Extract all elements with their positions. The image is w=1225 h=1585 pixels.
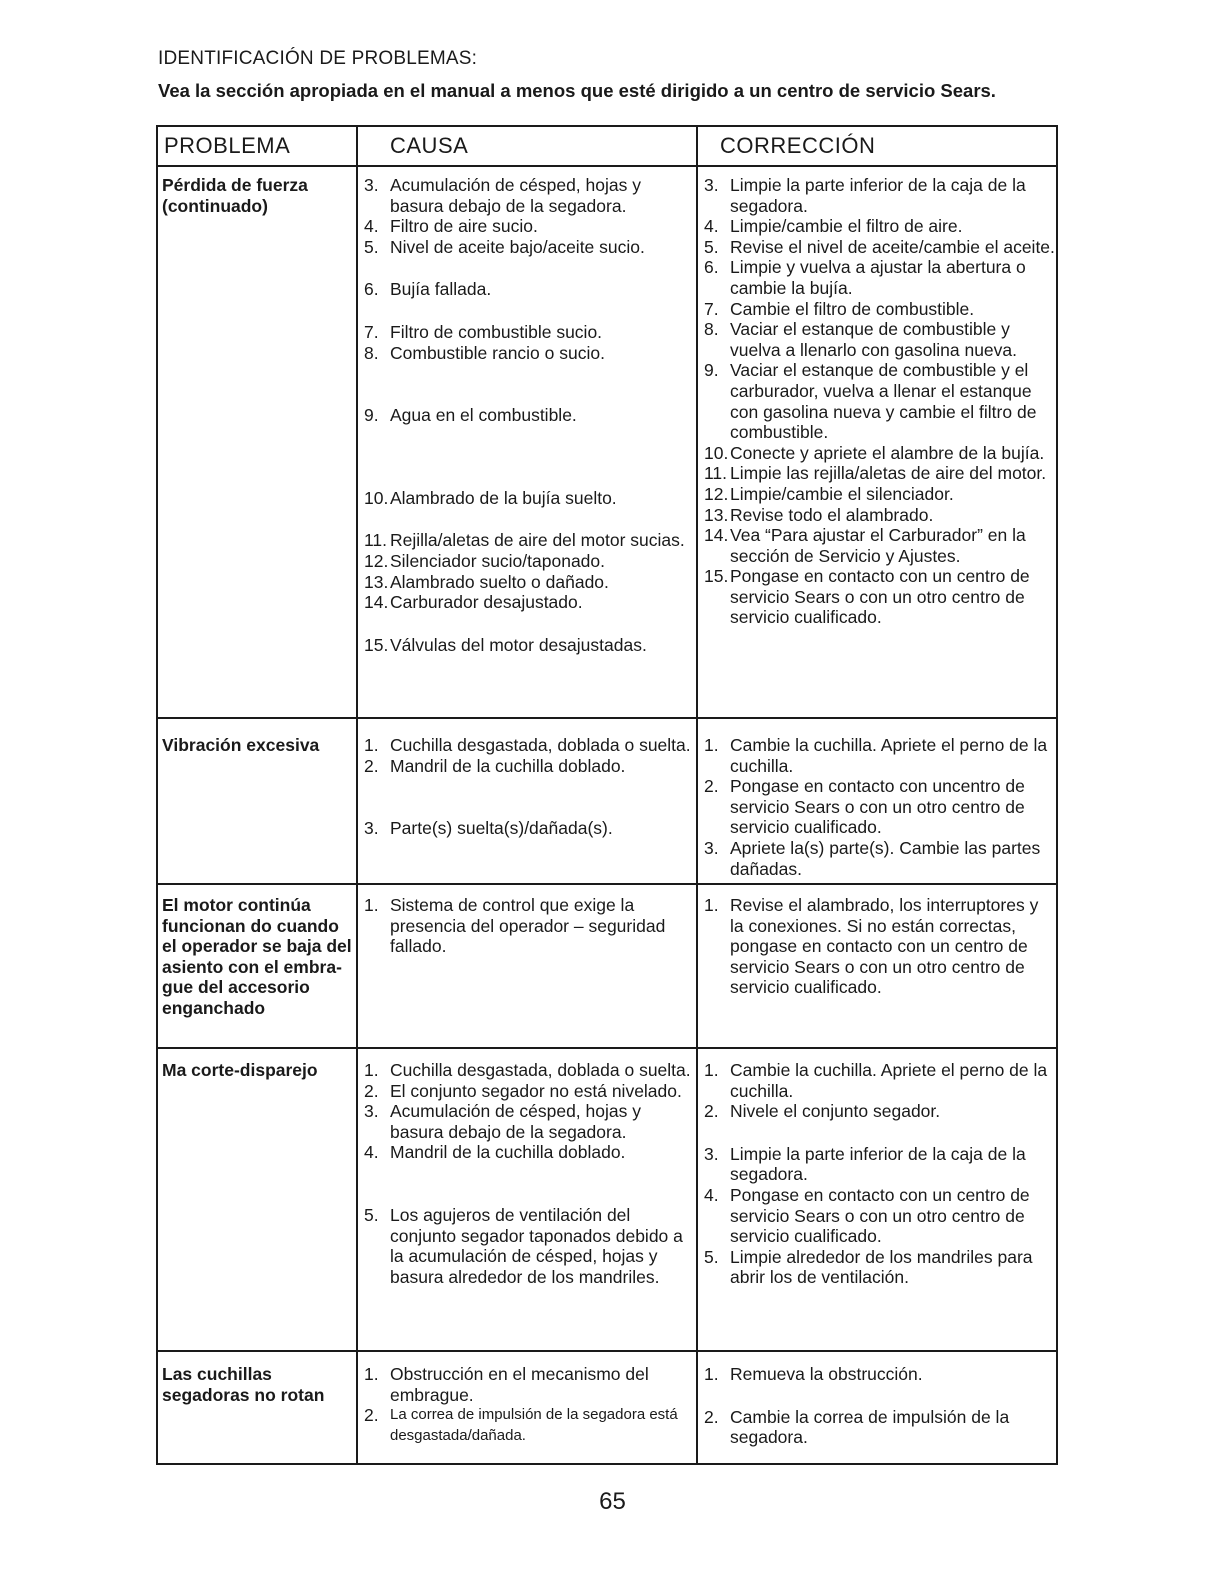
- correction-item: 9. Vaciar el estanque de combustible y el carburador, vuelva a llenar el estanque con gasolina nueva y cambie el filtro de combustible.: [704, 360, 1037, 443]
- cause-item: 1. Cuchilla desgastada, doblada o suelta.: [364, 735, 691, 755]
- cause-item: 1. Obstrucción en el mecanismo del embrague.: [364, 1364, 649, 1405]
- cause-item: 1. Sistema de control que exige la presencia del operador – seguridad fallado.: [364, 895, 666, 957]
- page-subtitle: Vea la sección apropiada en el manual a menos que esté dirigido a un centro de servicio Sears.: [158, 80, 996, 101]
- correction-item: 1. Cambie la cuchilla. Apriete el perno de la cuchilla.: [704, 1060, 1048, 1101]
- column-header-correccion: CORRECCIÓN: [720, 133, 876, 158]
- problem-cell: Vibración excesiva: [162, 735, 320, 755]
- cause-cell: [364, 1060, 694, 1287]
- correction-cell: [704, 1060, 1056, 1288]
- problem-cell: Pérdida de fuerza (continuado): [162, 175, 308, 216]
- column-divider: [696, 127, 698, 1463]
- cause-item: 4. Filtro de aire sucio.: [364, 216, 538, 237]
- correction-item: 5. Revise el nivel de aceite/cambie el aceite.: [704, 236, 1055, 257]
- cause-item: 4. Mandril de la cuchilla doblado.: [364, 1142, 626, 1163]
- correction-item: 3. Limpie la parte inferior de la caja de la segadora.: [704, 1143, 1026, 1185]
- problem-cell: El motor continúa funcionan do cuando el operador se baja del asiento con el embra-gue del accesorio enganchado: [162, 895, 352, 1018]
- cause-item: 3. Parte(s) suelta(s)/dañada(s).: [364, 818, 613, 839]
- correction-item: 12. Limpie/cambie el silenciador.: [704, 483, 954, 504]
- cause-item: 10. Alambrado de la bujía suelto.: [364, 487, 617, 508]
- problem-cell: Las cuchillas segadoras no rotan: [162, 1364, 325, 1405]
- correction-item: 14. Vea “Para ajustar el Carburador” en la sección de Servicio y Ajustes.: [704, 525, 1026, 566]
- correction-item: 8. Vaciar el estanque de combustible y vuelva a llenarlo con gasolina nueva.: [704, 319, 1017, 360]
- correction-item: 4. Limpie/cambie el filtro de aire.: [704, 216, 963, 237]
- row-divider: [158, 883, 1056, 885]
- correction-item: 5. Limpie alrededor de los mandriles para abrir los de ventilación.: [704, 1246, 1033, 1288]
- cause-cell: [364, 1364, 694, 1446]
- cause-item: 2. Mandril de la cuchilla doblado.: [364, 755, 626, 776]
- row-divider: [158, 717, 1056, 719]
- table-header-row: [158, 127, 1056, 167]
- cause-item: 1. Cuchilla desgastada, doblada o suelta.: [364, 1060, 691, 1080]
- cause-item: 15. Válvulas del motor desajustadas.: [364, 634, 647, 655]
- page-title: IDENTIFICACIÓN DE PROBLEMAS:: [158, 48, 478, 69]
- correction-item: 1. Cambie la cuchilla. Apriete el perno de la cuchilla.: [704, 735, 1048, 776]
- cause-item: 2. El conjunto segador no está nivelado.: [364, 1080, 682, 1101]
- cause-cell: [364, 175, 694, 655]
- page-number: 65: [599, 1488, 626, 1515]
- correction-item: 1. Remueva la obstrucción.: [704, 1364, 923, 1384]
- correction-cell: [704, 895, 1056, 998]
- correction-item: 2. Nivele el conjunto segador.: [704, 1101, 941, 1122]
- cause-item: 5. Nivel de aceite bajo/aceite sucio.: [364, 236, 645, 257]
- correction-item: 1. Revise el alambrado, los interruptores y la conexiones. Si no están correctas, pongase en contacto con un centro de servicio Sears o con un otro centro de servicio cualificado.: [704, 895, 1039, 998]
- correction-item: 3. Limpie la parte inferior de la caja de la segadora.: [704, 175, 1026, 216]
- cause-item: 12. Silenciador sucio/taponado.: [364, 550, 606, 571]
- cause-item: 3. Acumulación de césped, hojas y basura debajo de la segadora.: [364, 175, 641, 216]
- correction-item: 11. Limpie las rejilla/aletas de aire del motor.: [704, 463, 1047, 484]
- cause-item: 11. Rejilla/aletas de aire del motor sucias.: [364, 530, 685, 551]
- cause-item: 9. Agua en el combustible.: [364, 405, 577, 426]
- correction-item: 3. Apriete la(s) parte(s). Cambie las partes dañadas.: [704, 837, 1041, 879]
- correction-cell: [704, 735, 1056, 879]
- problem-cell: Ma corte-disparejo: [162, 1060, 318, 1080]
- correction-item: 13. Revise todo el alambrado.: [704, 504, 934, 525]
- row-divider: [158, 1350, 1056, 1352]
- correction-item: 10. Conecte y apriete el alambre de la bujía.: [704, 442, 1045, 463]
- correction-item: 4. Pongase en contacto con un centro de servicio Sears o con un otro centro de servicio cualificado.: [704, 1184, 1030, 1247]
- correction-item: 2. Cambie la correa de impulsión de la segadora.: [704, 1406, 1010, 1448]
- cause-item: 6. Bujía fallada.: [364, 279, 492, 300]
- cause-item: 3. Acumulación de césped, hojas y basura debajo de la segadora.: [364, 1101, 641, 1142]
- correction-cell: [704, 1364, 1056, 1448]
- cause-item: 14. Carburador desajustado.: [364, 592, 583, 613]
- correction-item: 15. Pongase en contacto con un centro de servicio Sears o con un otro centro de servicio cualificado.: [704, 566, 1030, 628]
- row-divider: [158, 1047, 1056, 1049]
- cause-item: 13. Alambrado suelto o dañado.: [364, 571, 609, 592]
- column-header-problema: PROBLEMA: [164, 133, 291, 158]
- correction-item: 7. Cambie el filtro de combustible.: [704, 298, 975, 319]
- cause-cell: [364, 735, 694, 839]
- column-header-causa: CAUSA: [390, 133, 469, 158]
- cause-item: 8. Combustible rancio o sucio.: [364, 342, 605, 363]
- correction-item: 2. Pongase en contacto con uncentro de servicio Sears o con un otro centro de servicio cualificado.: [704, 776, 1025, 838]
- cause-item: 7. Filtro de combustible sucio.: [364, 321, 603, 342]
- correction-item: 6. Limpie y vuelva a ajustar la abertura o cambie la bujía.: [704, 257, 1026, 298]
- cause-item: 5. Los agujeros de ventilación del conjunto segador taponados debido a la acumulación de césped, hojas y basura alrededor de los mandriles.: [364, 1204, 683, 1287]
- cause-item: 2. La correa de impulsión de la segadora está desgastada/dañada.: [364, 1405, 678, 1444]
- troubleshooting-table: [156, 125, 1058, 1465]
- column-divider: [356, 127, 358, 1463]
- correction-cell: [704, 175, 1056, 628]
- cause-cell: [364, 895, 694, 957]
